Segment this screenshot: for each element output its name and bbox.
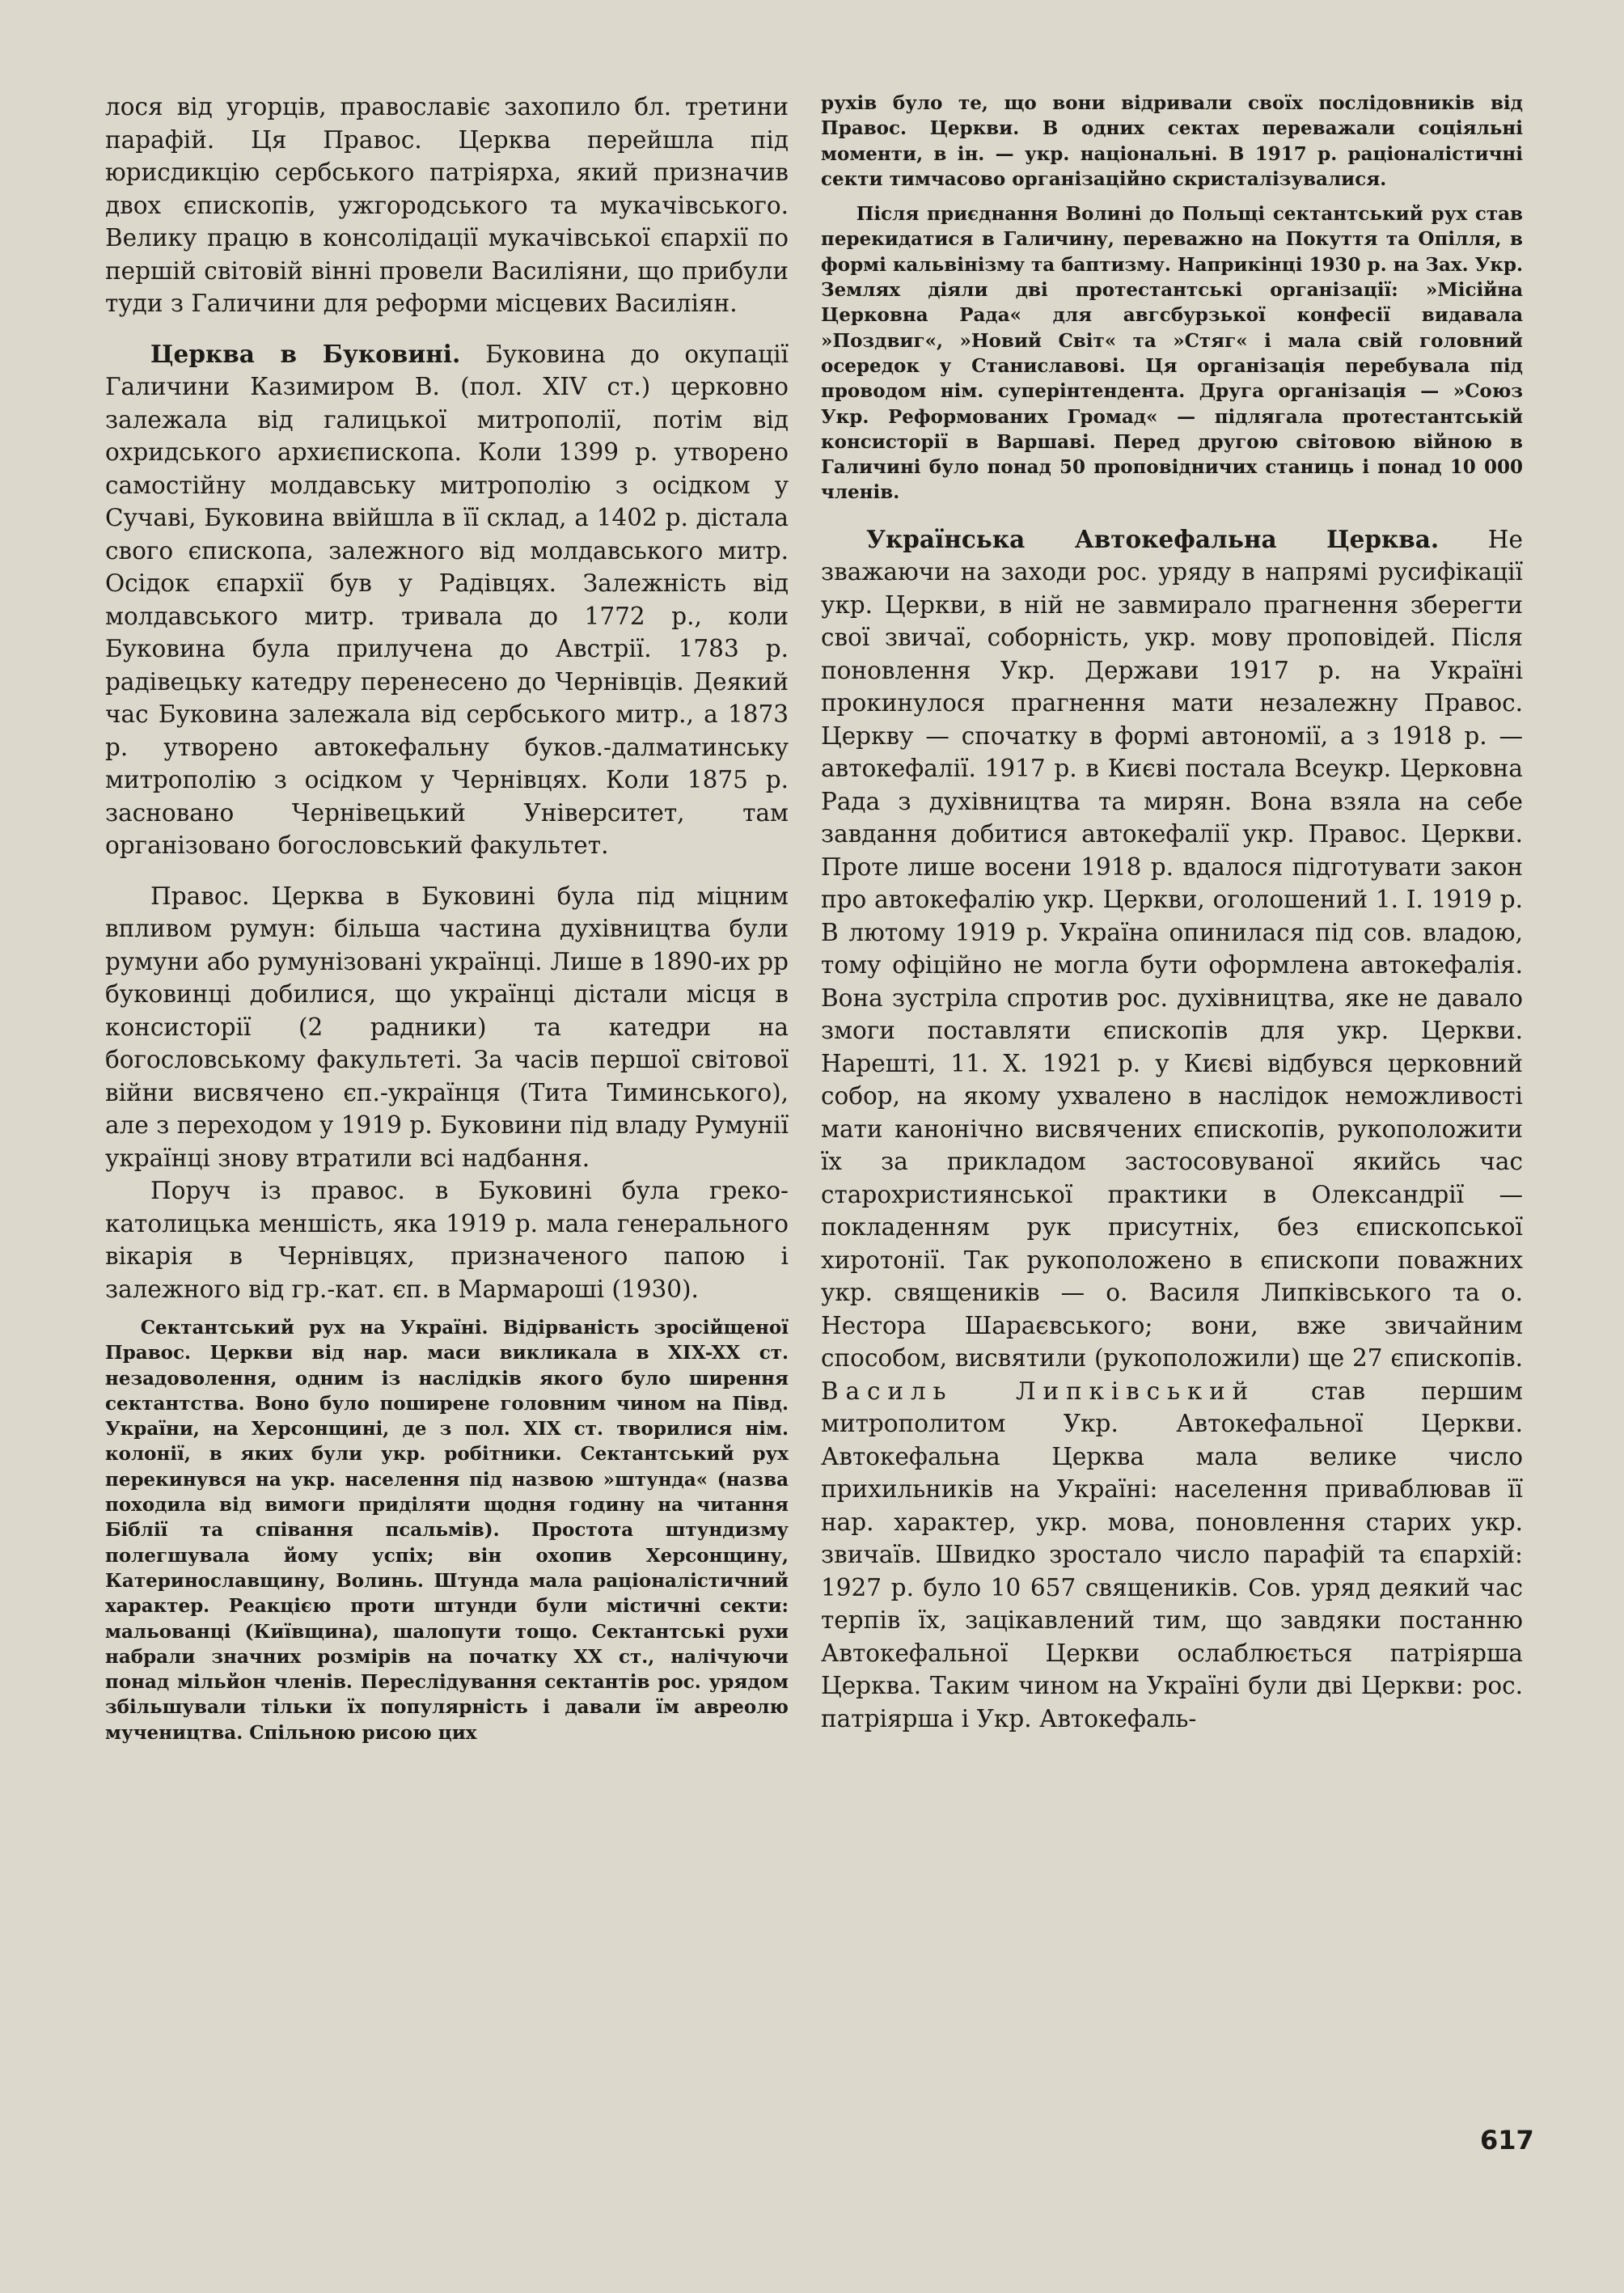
- paragraph-sectarian-movement: [105, 1315, 789, 1745]
- paragraph-text: Відірваність зросійщеної Правос. Церкви від нар. маси викликала в XIX-XX ст. незадоволення, одним із наслідків якого було ширення сектантства. Воно було поширене головним чином на Півд. України, на Херсонщині, де з пол. XIX ст. творилися нім. колонії, в яких були укр. робітники. Сектантський рух перекинувся на укр. населення під назвою »штунда« (назва походила від вимоги приділяти щодня годину на читання Біблії та співання псальмів). Простота штундизму полегшувала йому успіх; він охопив Херсонщину, Катеринославщину, Волинь. Штунда мала раціоналістичний характер. Реакцією проти штунди були містичні секти: мальованці (Київщина), шалопути тощо. Сектантські рухи набрали значних розмірів на початку XX ст., налічуючи понад мільйон членів. Переслідування сектантів рос. урядом збільшували тільки їх популярність і давали їм авреолю мучеництва. Спільною рисою цих: [105, 1317, 789, 1744]
- section-heading-autocephalous: Українська Автокефальна Церква.: [866, 524, 1440, 553]
- paragraph-bukovyna-romanian-influence: Правос. Церква в Буковині була під міцним впливом румун: більша частина духівництва були румуни або румунізовані українці. Лише в 1890-их рр буковинці добилися, що українці дістали місця в консисторії (2 радники) та катедри на богословському факультеті. За часів першої світової війни висвячено єп.-українця (Тита Тиминського), але з переходом у 1919 р. Буковини під владу Румунії українці знову втратили всі надбання.: [105, 882, 789, 1172]
- paragraph-protestant-galicia: Після приєднання Волині до Польщі сектантський рух став перекидатися в Галичину, переважно на Покуття та Опілля, в формі кальвінізму та баптизму. Наприкінці 1930 р. на Зах. Укр. Землях діяли дві протестантські організації: »Місійна Церковна Рада« для авгсбурзької конфесії видавала »Поздвиг«, »Новий Світ« та »Стяг« і мала свій головний осередок у Станиславові. Ця організація перебувала під проводом нім. суперінтендента. Друга організація — »Союз Укр. Реформованих Громад« — підлягала протестантській консисторії в Варшаві. Перед другою світовою війною в Галичині було понад 50 проповідничих станиць і понад 10 000 членів.: [821, 203, 1523, 504]
- paragraph-greek-catholic-minority: Поруч із правос. в Буковині була греко-католицька меншість, яка 1919 р. мала генерального вікарія в Чернівцях, призначеного папою і залежного від гр.-кат. єп. в Мармароші (1930).: [105, 1177, 789, 1303]
- paragraph-text: Не зважаючи на заходи рос. уряду в напрямі русифікації укр. Церкви, в ній не завмирало прагнення зберегти свої звичаї, соборність, укр. мову проповідей. Після поновлення Укр. Держави 1917 р. на Україні прокинулося прагнення мати незалежну Правос. Церкву — спочатку в формі автономії, а з 1918 р. — автокефалії. 1917 р. в Києві постала Всеукр. Церковна Рада з духівництва та мирян. Вона взяла на себе завдання добитися автокефалії укр. Правос. Церкви. Проте лише восени 1918 р. вдалося підготувати закон про автокефалію укр. Церкви, оголошений 1. І. 1919 р. В лютому 1919 р. Україна опинилася під сов. владою, тому офіційно не могла бути оформлена автокефалія. Вона зустріла спротив рос. духівництва, яке не давало змоги поставляти єпископів для укр. Церкви. Нарешті, 11. Х. 1921 р. у Києві відбувся церковний собор, на якому ухвалено в наслідок неможливості мати канонічно висвячених єпископів, рукоположити їх за прикладом застосовуваної якийсь час старохристиянської практики в Олександрії — покладенням рук присутніх, без єпископської хиротонії. Так рукоположено в єпископи поважних укр. священиків — о. Василя Липківського та о. Нестора Шараєвського; вони, вже звичайним способом, висвятили (рукоположили) ще 27 єпископів.: [821, 525, 1523, 1373]
- paragraph-sects-continued: рухів було те, що вони відривали своїх послідовників від Правос. Церкви. В одних сектах переважали соціяльні моменти, в ін. — укр. національні. В 1917 р. раціоналістичні секти тимчасово організаційно скристалізувалися.: [821, 92, 1523, 190]
- left-column: [105, 91, 789, 1745]
- paragraph-text: Буковина до окупації Галичини Казимиром В. (пол. XIV ст.) церковно залежала від галицької митрополії, потім від охридського архиєпископа. Коли 1399 р. утворено самостійну молдавську митрополію з осідком у Сучаві, Буковина ввійшла в її склад, а 1402 р. дістала свого єпископа, залежного від молдавського митр. Осідок єпархії був у Радівцях. Залежність від молдавського митр. тривала до 1772 р., коли Буковина була прилучена до Австрії. 1783 р. радівецьку катедру перенесено до Чернівців. Деякий час Буковина залежала від сербського митр., а 1873 р. утворено автокефальну буков.-далматинську митрополію з осідком у Чернівцях. Коли 1875 р. засновано Чернівецький Університет, там організовано богословський факультет.: [105, 340, 789, 859]
- page-number: 617: [1480, 2125, 1534, 2156]
- paragraph-text: став першим митрополитом Укр. Автокефальної Церкви. Автокефальна Церква мала велике число прихильників на Україні: населення приваблював її нар. характер, укр. мова, поновлення старих укр. звичаїв. Швидко зростало число парафій та єпархій: 1927 р. було 10 657 священиків. Сов. уряд деякий час терпів їх, зацікавлений тим, що завдяки постанню Автокефальної Церкви ослаблюється патріярша Церква. Таким чином на Україні були дві Церкви: рос. патріярша і Укр. Автокефаль-: [821, 1377, 1523, 1732]
- section-heading-sectarian: Сектантський рух на Україні.: [140, 1317, 488, 1339]
- spaced-name-lypkivsky: Василь Липківський: [821, 1377, 1256, 1405]
- section-heading-bukovyna: Церква в Буковині.: [150, 339, 461, 368]
- paragraph-autocephalous-church: [821, 523, 1523, 1736]
- right-column: [821, 91, 1523, 1735]
- paragraph-church-bukovyna: [105, 338, 789, 862]
- paragraph-orthodoxy-transcarpathia: лося від угорців, православіє захопило бл. третини парафій. Ця Правос. Церква перейшла під юрисдикцію сербського патріярха, який призначив двох єпископів, ужгородського та мукачівського. Велику працю в консолідації мукачівської єпархії по першій світовій вінні провели Василіяни, що прибули туди з Галичини для реформи місцевих Василіян.: [105, 93, 789, 317]
